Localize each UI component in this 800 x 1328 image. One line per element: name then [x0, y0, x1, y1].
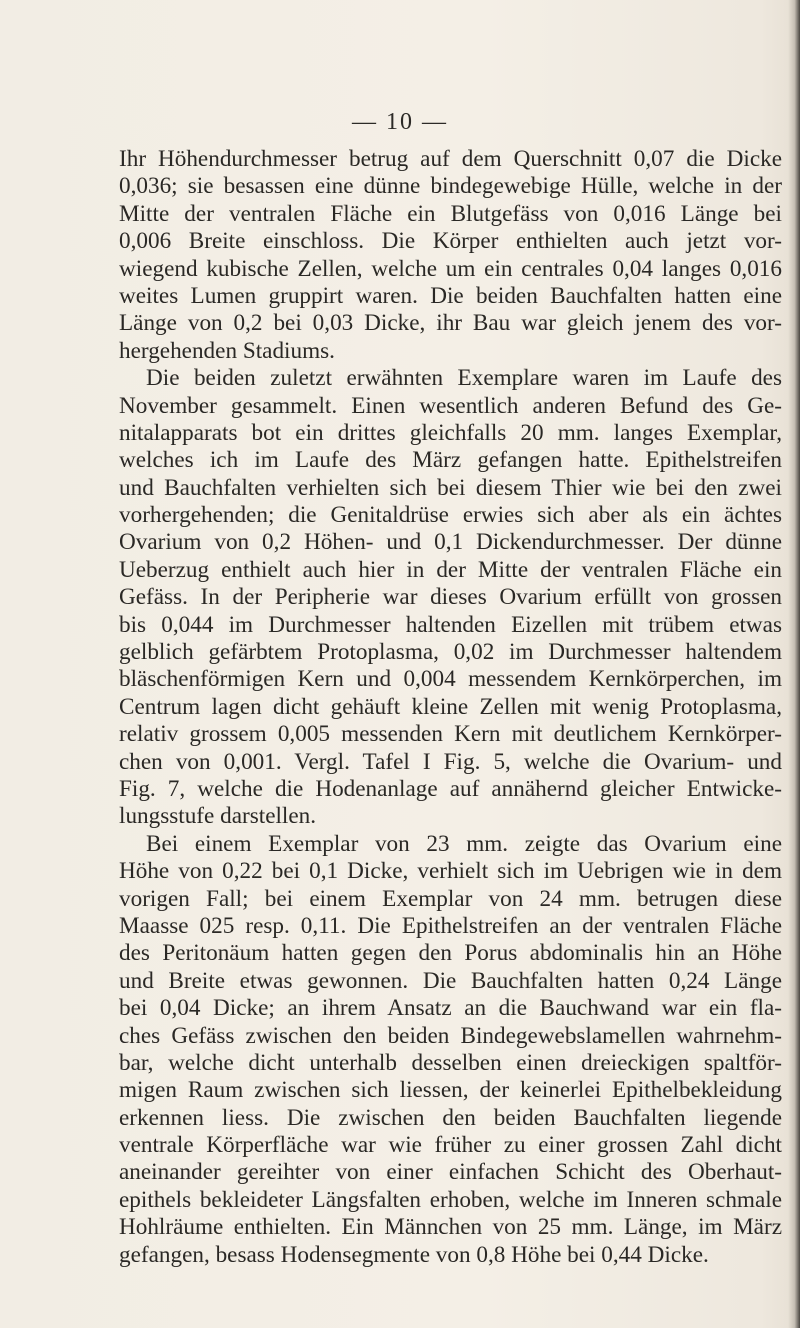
- text-line: Höhe von 0,22 bei 0,1 Dicke, verhielt sich im Uebrigen wie in dem: [119, 858, 782, 885]
- text-line: Ovarium von 0,2 Höhen- und 0,1 Dickendurchmesser. Der dünne: [119, 529, 782, 556]
- text-line: bis 0,044 im Durchmesser haltenden Eizellen mit trübem etwas: [119, 611, 782, 638]
- text-line: bei 0,04 Dicke; an ihrem Ansatz an die Bauchwand war ein fla-: [119, 995, 782, 1022]
- text-line: wiegend kubische Zellen, welche um ein centrales 0,04 langes 0,016: [119, 255, 782, 282]
- text-line: Mitte der ventralen Fläche ein Blutgefäss von 0,016 Länge bei: [119, 200, 782, 227]
- text-line: ches Gefäss zwischen den beiden Bindegewebslamellen wahrnehm-: [119, 1022, 782, 1049]
- text-line: weites Lumen gruppirt waren. Die beiden Bauchfalten hatten eine: [119, 282, 782, 309]
- text-line: und Breite etwas gewonnen. Die Bauchfalten hatten 0,24 Länge: [119, 967, 782, 994]
- text-line: bar, welche dicht unterhalb desselben einen dreieckigen spaltför-: [119, 1049, 782, 1076]
- text-line: Die beiden zuletzt erwähnten Exemplare waren im Laufe des: [146, 365, 782, 392]
- text-line: lungsstufe darstellen.: [119, 803, 317, 830]
- paragraph: [119, 146, 782, 365]
- page-number: — 10 —: [352, 109, 448, 135]
- text-line: relativ grossem 0,005 messenden Kern mit deutlichem Kernkörper-: [119, 721, 782, 748]
- text-line: hergehenden Stadiums.: [119, 337, 335, 364]
- binding-edge-shadow: [788, 0, 800, 1328]
- text-line: 0,006 Breite einschloss. Die Körper enthielten auch jetzt vor-: [119, 228, 782, 255]
- text-line: erkennen liess. Die zwischen den beiden Bauchfalten liegende: [119, 1104, 782, 1131]
- text-line: Länge von 0,2 bei 0,03 Dicke, ihr Bau war gleich jenem des vor-: [119, 310, 782, 337]
- text-line: November gesammelt. Einen wesentlich anderen Befund des Ge-: [119, 392, 782, 419]
- text-line: chen von 0,001. Vergl. Tafel I Fig. 5, welche die Ovarium- und: [119, 748, 782, 775]
- text-line: bläschenförmigen Kern und 0,004 messendem Kernkörperchen, im: [119, 666, 782, 693]
- text-line: und Bauchfalten verhielten sich bei diesem Thier wie bei den zwei: [119, 474, 782, 501]
- text-line: nitalapparats bot ein drittes gleichfalls 20 mm. langes Exemplar,: [119, 419, 782, 446]
- text-line: vorhergehenden; die Genitaldrüse erwies sich aber als ein ächtes: [119, 502, 782, 529]
- text-line: ventrale Körperfläche war wie früher zu einer grossen Zahl dicht: [119, 1132, 782, 1159]
- text-line: des Peritonäum hatten gegen den Porus abdominalis hin an Höhe: [119, 940, 782, 967]
- text-line: Bei einem Exemplar von 23 mm. zeigte das Ovarium eine: [146, 830, 782, 857]
- text-line: gelblich gefärbtem Protoplasma, 0,02 im Durchmesser haltendem: [119, 639, 782, 666]
- paragraph: [119, 365, 782, 831]
- text-line: 0,036; sie besassen eine dünne bindegewebige Hülle, welche in der: [119, 173, 782, 200]
- text-line: Maasse 025 resp. 0,11. Die Epithelstreifen an der ventralen Fläche: [119, 912, 782, 939]
- text-line: Ueberzug enthielt auch hier in der Mitte der ventralen Fläche ein: [119, 556, 782, 583]
- text-line: welches ich im Laufe des März gefangen hatte. Epithelstreifen: [119, 447, 782, 474]
- text-line: Fig. 7, welche die Hodenanlage auf annähernd gleicher Entwicke-: [119, 775, 782, 802]
- body-text: [119, 146, 782, 1269]
- text-line: Ihr Höhendurchmesser betrug auf dem Querschnitt 0,07 die Dicke: [119, 146, 782, 172]
- paragraph: [119, 831, 782, 1269]
- text-line: Gefäss. In der Peripherie war dieses Ovarium erfüllt von grossen: [119, 584, 782, 611]
- text-line: vorigen Fall; bei einem Exemplar von 24 mm. betrugen diese: [119, 885, 782, 912]
- text-line: gefangen, besass Hodensegmente von 0,8 Höhe bei 0,44 Dicke.: [119, 1241, 709, 1268]
- text-line: Centrum lagen dicht gehäuft kleine Zellen mit wenig Protoplasma,: [119, 693, 782, 720]
- text-line: migen Raum zwischen sich liessen, der keinerlei Epithelbekleidung: [119, 1077, 782, 1104]
- text-line: aneinander gereihter von einer einfachen Schicht des Oberhaut-: [119, 1159, 782, 1186]
- text-line: epithels bekleideter Längsfalten erhoben, welche im Inneren schmale: [119, 1186, 782, 1213]
- text-line: Hohlräume enthielten. Ein Männchen von 25 mm. Länge, im März: [119, 1214, 782, 1241]
